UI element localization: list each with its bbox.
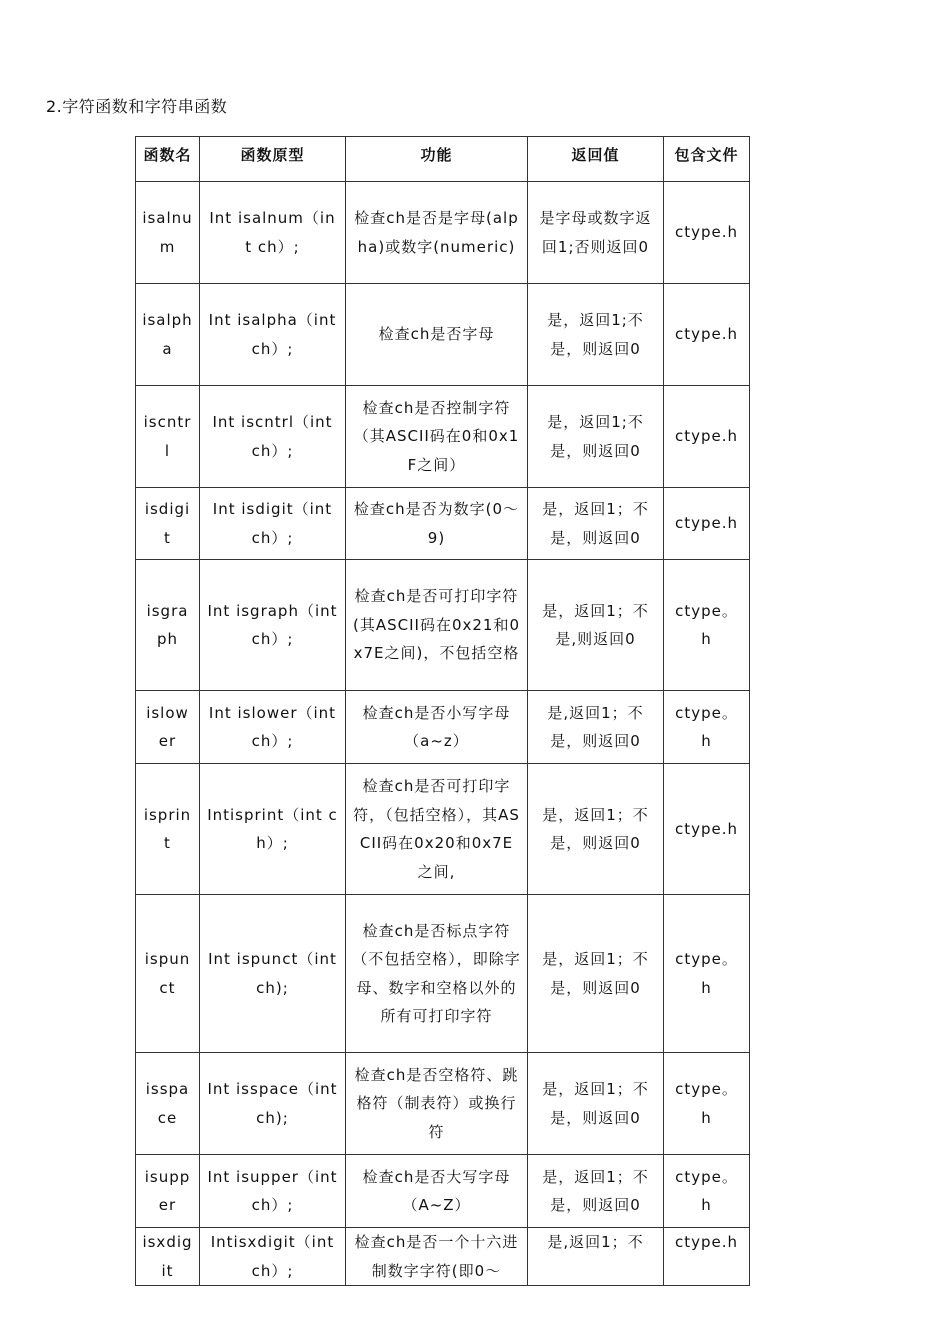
table-row xyxy=(136,1155,750,1228)
table-row xyxy=(136,488,750,560)
section-title: 2.字符函数和字符串函数 xyxy=(46,97,228,116)
header-row xyxy=(136,137,750,182)
header-return: 返回值 xyxy=(528,137,664,182)
cell-function: 检查ch是否一个十六进制数字字符(即0～ xyxy=(346,1228,528,1286)
cell-prototype: Intisprint（int ch）; xyxy=(200,764,346,895)
cell-function: 检查ch是否是字母(alpha)或数字(numeric) xyxy=(346,182,528,284)
table-row xyxy=(136,386,750,488)
cell-return: 是，返回1；不是，则返回0 xyxy=(528,1053,664,1155)
cell-function: 检查ch是否为数字(0～9) xyxy=(346,488,528,560)
cell-name: islower xyxy=(136,691,200,764)
cell-prototype: Int isalpha（int ch）; xyxy=(200,284,346,386)
cell-include: ctype.h xyxy=(664,1228,750,1286)
table-row xyxy=(136,560,750,691)
cell-name: ispunct xyxy=(136,895,200,1053)
cell-name: isgraph xyxy=(136,560,200,691)
cell-include: ctype。h xyxy=(664,1053,750,1155)
cell-prototype: Int iscntrl（int ch）; xyxy=(200,386,346,488)
table-row xyxy=(136,691,750,764)
cell-prototype: Intisxdigit（int ch）; xyxy=(200,1228,346,1286)
cell-prototype: Int isspace（int ch); xyxy=(200,1053,346,1155)
function-table xyxy=(135,136,750,1286)
table-row xyxy=(136,284,750,386)
cell-include: ctype.h xyxy=(664,764,750,895)
cell-name: isxdigit xyxy=(136,1228,200,1286)
cell-return: 是，返回1；不是,则返回0 xyxy=(528,560,664,691)
cell-return: 是,返回1；不 xyxy=(528,1228,664,1286)
cell-return: 是，返回1；不是，则返回0 xyxy=(528,488,664,560)
table-row xyxy=(136,1053,750,1155)
cell-name: iscntrl xyxy=(136,386,200,488)
cell-prototype: Int isgraph（int ch）; xyxy=(200,560,346,691)
cell-function: 检查ch是否大写字母（A~Z） xyxy=(346,1155,528,1228)
cell-return: 是，返回1；不是，则返回0 xyxy=(528,895,664,1053)
cell-include: ctype。h xyxy=(664,691,750,764)
cell-name: isupper xyxy=(136,1155,200,1228)
header-function: 功能 xyxy=(346,137,528,182)
table-row xyxy=(136,764,750,895)
table-row xyxy=(136,1228,750,1286)
cell-include: ctype。h xyxy=(664,1155,750,1228)
cell-return: 是，返回1；不是，则返回0 xyxy=(528,764,664,895)
cell-name: isalpha xyxy=(136,284,200,386)
cell-name: isprint xyxy=(136,764,200,895)
cell-prototype: Int isdigit（int ch）; xyxy=(200,488,346,560)
cell-return: 是，返回1;不是，则返回0 xyxy=(528,284,664,386)
cell-include: ctype.h xyxy=(664,386,750,488)
cell-return: 是,返回1；不是，则返回0 xyxy=(528,691,664,764)
cell-prototype: Int isalnum（int ch）; xyxy=(200,182,346,284)
header-prototype: 函数原型 xyxy=(200,137,346,182)
header-name: 函数名 xyxy=(136,137,200,182)
cell-include: ctype。h xyxy=(664,895,750,1053)
cell-return: 是，返回1;不是，则返回0 xyxy=(528,386,664,488)
table-row xyxy=(136,182,750,284)
cell-prototype: Int ispunct（int ch); xyxy=(200,895,346,1053)
cell-name: isspace xyxy=(136,1053,200,1155)
cell-function: 检查ch是否标点字符（不包括空格），即除字母、数字和空格以外的所有可打印字符 xyxy=(346,895,528,1053)
cell-name: isdigit xyxy=(136,488,200,560)
cell-include: ctype.h xyxy=(664,284,750,386)
cell-include: ctype.h xyxy=(664,488,750,560)
cell-name: isalnum xyxy=(136,182,200,284)
cell-function: 检查ch是否空格符、跳格符（制表符）或换行符 xyxy=(346,1053,528,1155)
cell-function: 检查ch是否字母 xyxy=(346,284,528,386)
cell-include: ctype.h xyxy=(664,182,750,284)
cell-prototype: Int isupper（int ch）; xyxy=(200,1155,346,1228)
cell-function: 检查ch是否可打印字符(其ASCII码在0x21和0x7E之间)，不包括空格 xyxy=(346,560,528,691)
cell-function: 检查ch是否控制字符（其ASCII码在0和0x1F之间） xyxy=(346,386,528,488)
table-row xyxy=(136,895,750,1053)
cell-include: ctype。h xyxy=(664,560,750,691)
cell-prototype: Int islower（int ch）; xyxy=(200,691,346,764)
cell-function: 检查ch是否小写字母（a~z） xyxy=(346,691,528,764)
cell-return: 是，返回1；不是，则返回0 xyxy=(528,1155,664,1228)
cell-function: 检查ch是否可打印字符，（包括空格），其ASCII码在0x20和0x7E之间, xyxy=(346,764,528,895)
header-include: 包含文件 xyxy=(664,137,750,182)
cell-return: 是字母或数字返回1;否则返回0 xyxy=(528,182,664,284)
